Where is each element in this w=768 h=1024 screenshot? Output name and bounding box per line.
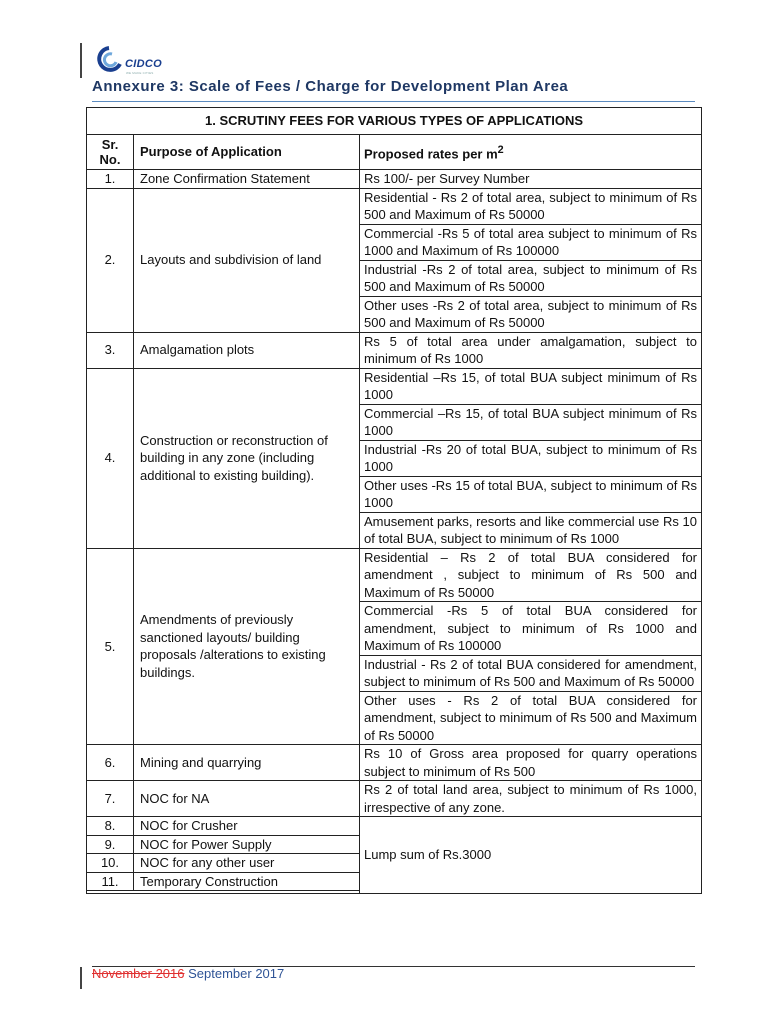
row-rate: Rs 2 of total land area, subject to minimum of Rs 1000, irrespective of any zone. — [360, 781, 702, 817]
table-row — [87, 781, 702, 817]
row-number: 4. — [87, 368, 134, 548]
column-header-rates-unit-sup: 2 — [497, 143, 504, 156]
row-rate: Other uses - Rs 2 of total BUA considered for amendment, subject to minimum of Rs 500 and Maximum of Rs 50000 — [360, 691, 702, 745]
row-number: 1. — [87, 170, 134, 189]
row-rate: Industrial - Rs 2 of total BUA considered for amendment, subject to minimum of Rs 500 and Maximum of Rs 50000 — [360, 655, 702, 691]
row-purpose: NOC for any other user — [134, 854, 360, 873]
row-purpose: Mining and quarrying — [134, 745, 360, 781]
fees-table — [86, 107, 702, 894]
footer-date — [92, 966, 284, 981]
row-rate: Industrial -Rs 2 of total area, subject to minimum of Rs 500 and Maximum of Rs 50000 — [360, 260, 702, 296]
row-number: 10. — [87, 854, 134, 873]
revision-margin-mark-top — [80, 43, 82, 78]
footer-current-date: September 2017 — [188, 966, 285, 981]
table-row — [87, 368, 702, 404]
table-row — [87, 332, 702, 368]
table-row — [87, 188, 702, 224]
cidco-logo-icon — [92, 44, 126, 74]
row-purpose: Construction or reconstruction of building in any zone (including additional to existing building). — [134, 368, 360, 548]
row-rate: Commercial -Rs 5 of total BUA considered for amendment, subject to minimum of Rs 1000 and Maximum of Rs 100000 — [360, 602, 702, 656]
row-rate: Commercial –Rs 15, of total BUA subject minimum of Rs 1000 — [360, 404, 702, 440]
row-rate: Rs 5 of total area under amalgamation, subject to minimum of Rs 1000 — [360, 332, 702, 368]
row-number: 7. — [87, 781, 134, 817]
row-number: 11. — [87, 872, 134, 891]
column-header-rates-label: Proposed rates per m — [364, 145, 498, 161]
row-purpose: Zone Confirmation Statement — [134, 170, 360, 189]
row-rate: Other uses -Rs 2 of total area, subject to minimum of Rs 500 and Maximum of Rs 50000 — [360, 296, 702, 332]
row-number: 9. — [87, 835, 134, 854]
row-rate: Industrial -Rs 20 of total BUA, subject to minimum of Rs 1000 — [360, 440, 702, 476]
table-row — [87, 745, 702, 781]
section-title: 1. SCRUTINY FEES FOR VARIOUS TYPES OF APPLICATIONS — [87, 108, 702, 135]
row-purpose: NOC for NA — [134, 781, 360, 817]
logo-tagline: WE MAKE CITIES — [126, 71, 154, 75]
row-rate: Commercial -Rs 5 of total area subject to minimum of Rs 1000 and Maximum of Rs 100000 — [360, 224, 702, 260]
row-number: 2. — [87, 188, 134, 332]
row-rate-lump-sum: Lump sum of Rs.3000 — [360, 817, 702, 894]
table-row — [87, 548, 702, 602]
column-header-sr: Sr. No. — [87, 135, 134, 170]
revision-margin-mark-bottom — [80, 967, 82, 989]
footer-deleted-date: November 2016 — [92, 966, 185, 981]
row-rate: Residential - Rs 2 of total area, subject to minimum of Rs 500 and Maximum of Rs 50000 — [360, 188, 702, 224]
row-purpose: Temporary Construction — [134, 872, 360, 891]
row-number: 8. — [87, 817, 134, 836]
page-title: Annexure 3: Scale of Fees / Charge for Development Plan Area — [92, 78, 569, 95]
column-header-rates — [360, 135, 702, 170]
row-purpose: Amalgamation plots — [134, 332, 360, 368]
row-purpose: Amendments of previously sanctioned layouts/ building proposals /alterations to existing buildings. — [134, 548, 360, 745]
filler-cell — [87, 891, 360, 894]
row-rate: Rs 10 of Gross area proposed for quarry operations subject to minimum of Rs 500 — [360, 745, 702, 781]
row-number: 6. — [87, 745, 134, 781]
row-rate: Amusement parks, resorts and like commercial use Rs 10 of total BUA, subject to minimum of Rs 1000 — [360, 512, 702, 548]
cidco-logo — [92, 44, 172, 76]
row-rate: Other uses -Rs 15 of total BUA, subject to minimum of Rs 1000 — [360, 476, 702, 512]
row-number: 3. — [87, 332, 134, 368]
row-rate: Residential – Rs 2 of total BUA considered for amendment , subject to minimum of Rs 500 and Maximum of Rs 50000 — [360, 548, 702, 602]
row-purpose: NOC for Power Supply — [134, 835, 360, 854]
table-row — [87, 817, 702, 836]
column-header-purpose: Purpose of Application — [134, 135, 360, 170]
column-header-row — [87, 135, 702, 170]
row-purpose: NOC for Crusher — [134, 817, 360, 836]
logo-text: CIDCO — [125, 58, 162, 70]
row-number: 5. — [87, 548, 134, 745]
row-purpose: Layouts and subdivision of land — [134, 188, 360, 332]
row-rate: Residential –Rs 15, of total BUA subject minimum of Rs 1000 — [360, 368, 702, 404]
row-rate: Rs 100/- per Survey Number — [360, 170, 702, 189]
title-underline — [92, 101, 695, 102]
table-row — [87, 170, 702, 189]
section-header-row — [87, 108, 702, 135]
